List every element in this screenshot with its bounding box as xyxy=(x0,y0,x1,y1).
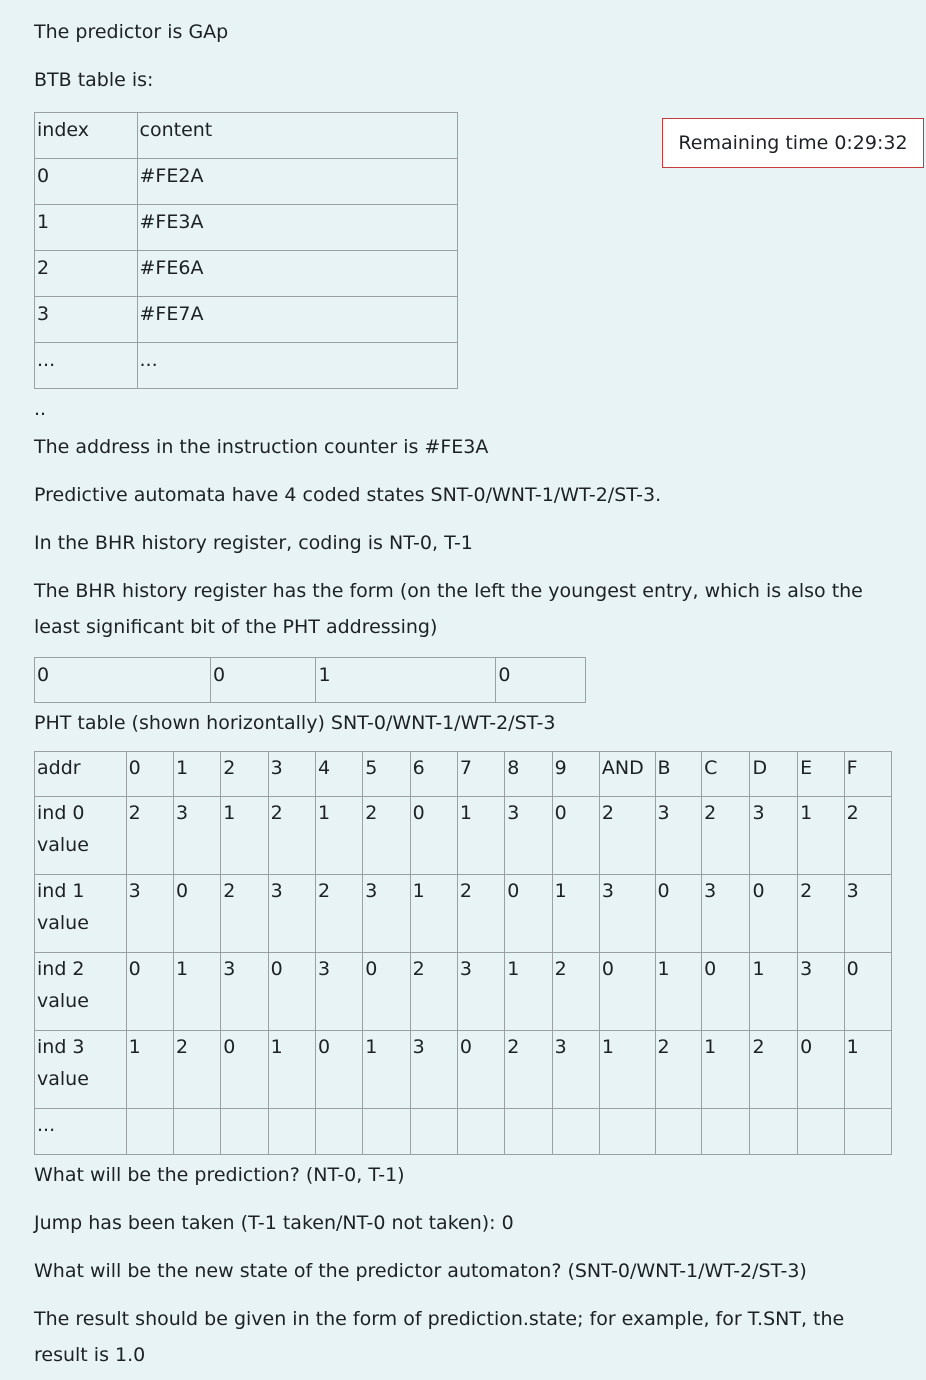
pht-table xyxy=(34,751,892,1155)
pht-cell: 3 xyxy=(363,875,410,953)
pht-empty-cell xyxy=(798,1109,844,1155)
pht-cell: 0 xyxy=(552,797,599,875)
pht-empty-cell xyxy=(702,1109,750,1155)
jump-line: Jump has been taken (T-1 taken/NT-0 not taken): 0 xyxy=(34,1212,514,1234)
pht-cell: 3 xyxy=(798,953,844,1031)
pht-cell: 0 xyxy=(363,953,410,1031)
pht-cell: 2 xyxy=(363,797,410,875)
pht-header-addr: addr xyxy=(35,752,127,797)
btb-cell-index: 1 xyxy=(35,205,138,251)
btb-header-index: index xyxy=(35,113,138,159)
pht-cell: 3 xyxy=(750,797,798,875)
btb-row xyxy=(35,251,458,297)
pht-cell: 1 xyxy=(844,1031,891,1109)
pht-cell: 1 xyxy=(363,1031,410,1109)
pht-cell: 2 xyxy=(126,797,173,875)
btb-header-content: content xyxy=(137,113,457,159)
pht-header-cell: F xyxy=(844,752,891,797)
pht-cell: 0 xyxy=(221,1031,268,1109)
pht-cell: 0 xyxy=(702,953,750,1031)
pht-header-cell: AND xyxy=(599,752,655,797)
pht-cell: 0 xyxy=(173,875,220,953)
pht-row-label: ind 3 value xyxy=(35,1031,127,1109)
pht-cell: 1 xyxy=(798,797,844,875)
pht-cell: 0 xyxy=(798,1031,844,1109)
new-state-question: What will be the new state of the predictor automaton? (SNT-0/WNT-1/WT-2/ST-3) xyxy=(34,1260,807,1282)
btb-cell-content: #FE7A xyxy=(137,297,457,343)
pht-cell: 2 xyxy=(221,875,268,953)
pht-cell: 2 xyxy=(268,797,315,875)
pht-empty-cell xyxy=(457,1109,504,1155)
pht-header-cell: B xyxy=(655,752,702,797)
btb-label: BTB table is: xyxy=(34,69,154,91)
pht-cell: 2 xyxy=(655,1031,702,1109)
pht-cell: 2 xyxy=(599,797,655,875)
pht-empty-cell xyxy=(750,1109,798,1155)
automata-line: Predictive automata have 4 coded states SNT-0/WNT-1/WT-2/ST-3. xyxy=(34,484,662,506)
pht-cell: 0 xyxy=(410,797,457,875)
pht-cell: 1 xyxy=(221,797,268,875)
pht-cell: 1 xyxy=(702,1031,750,1109)
question-text xyxy=(34,14,904,1373)
bhr-cell: 0 xyxy=(211,658,316,703)
pht-cell: 0 xyxy=(315,1031,362,1109)
pht-empty-cell xyxy=(363,1109,410,1155)
pht-cell: 1 xyxy=(552,875,599,953)
pht-cell: 1 xyxy=(268,1031,315,1109)
pht-cell: 2 xyxy=(173,1031,220,1109)
pht-cell: 3 xyxy=(173,797,220,875)
pht-cell: 0 xyxy=(126,953,173,1031)
pht-empty-cell xyxy=(315,1109,362,1155)
pht-header-cell: 5 xyxy=(363,752,410,797)
pht-row xyxy=(35,797,892,875)
remaining-time-badge xyxy=(662,118,924,168)
predictor-line: The predictor is GAp xyxy=(34,21,229,43)
pht-cell: 3 xyxy=(505,797,552,875)
pht-cell: 2 xyxy=(702,797,750,875)
pht-cell: 3 xyxy=(221,953,268,1031)
pht-empty-cell xyxy=(173,1109,220,1155)
result-format-line: The result should be given in the form of prediction.state; for example, for T.SNT, the result is 1.0 xyxy=(34,1308,845,1366)
pht-cell: 0 xyxy=(457,1031,504,1109)
bhr-row xyxy=(35,658,586,703)
pht-row-label: ind 1 value xyxy=(35,875,127,953)
pht-cell: 1 xyxy=(505,953,552,1031)
pht-header-cell: C xyxy=(702,752,750,797)
pht-cell: 0 xyxy=(268,953,315,1031)
bhr-form-line: The BHR history register has the form (on the left the youngest entry, which is also the least significant bit of the PHT addressing) xyxy=(34,580,863,638)
pht-empty-cell xyxy=(655,1109,702,1155)
pht-empty-cell xyxy=(410,1109,457,1155)
pht-empty-cell xyxy=(268,1109,315,1155)
pht-cell: 1 xyxy=(315,797,362,875)
pht-header-cell: 9 xyxy=(552,752,599,797)
pht-header-cell: 7 xyxy=(457,752,504,797)
bhr-table xyxy=(34,657,586,703)
pht-cell: 0 xyxy=(599,953,655,1031)
pht-cell: 2 xyxy=(552,953,599,1031)
pht-cell: 3 xyxy=(844,875,891,953)
pht-cell: 1 xyxy=(599,1031,655,1109)
pht-cell: 2 xyxy=(505,1031,552,1109)
btb-row xyxy=(35,297,458,343)
pht-cell: 3 xyxy=(126,875,173,953)
pht-cell: 3 xyxy=(268,875,315,953)
pht-cell: 1 xyxy=(655,953,702,1031)
btb-cell-content: #FE6A xyxy=(137,251,457,297)
pht-row-label: ... xyxy=(35,1109,127,1155)
pht-cell: 2 xyxy=(798,875,844,953)
pht-row xyxy=(35,1031,892,1109)
btb-row xyxy=(35,343,458,389)
pht-cell: 2 xyxy=(315,875,362,953)
btb-header-row xyxy=(35,113,458,159)
pht-header-cell: 2 xyxy=(221,752,268,797)
pht-cell: 0 xyxy=(505,875,552,953)
pht-header-cell: 6 xyxy=(410,752,457,797)
pht-header-cell: 8 xyxy=(505,752,552,797)
pht-header-cell: 3 xyxy=(268,752,315,797)
pht-row xyxy=(35,875,892,953)
pht-empty-cell xyxy=(552,1109,599,1155)
bhr-cell: 1 xyxy=(316,658,496,703)
pht-cell: 3 xyxy=(315,953,362,1031)
bhr-coding-line: In the BHR history register, coding is NT-0, T-1 xyxy=(34,532,473,554)
pht-cell: 1 xyxy=(173,953,220,1031)
prediction-question: What will be the prediction? (NT-0, T-1) xyxy=(34,1164,405,1186)
pht-empty-cell xyxy=(505,1109,552,1155)
btb-cell-index: 2 xyxy=(35,251,138,297)
pht-row-label: ind 2 value xyxy=(35,953,127,1031)
btb-row xyxy=(35,205,458,251)
pht-cell: 1 xyxy=(750,953,798,1031)
btb-cell-content: #FE3A xyxy=(137,205,457,251)
pht-header-cell: 4 xyxy=(315,752,362,797)
pht-header-cell: D xyxy=(750,752,798,797)
pht-header-cell: E xyxy=(798,752,844,797)
pht-empty-cell xyxy=(221,1109,268,1155)
pht-cell: 3 xyxy=(410,1031,457,1109)
dots: .. xyxy=(34,398,47,420)
btb-table xyxy=(34,112,458,389)
pht-cell: 3 xyxy=(702,875,750,953)
btb-cell-index: 3 xyxy=(35,297,138,343)
pht-cell: 2 xyxy=(844,797,891,875)
pht-empty-cell xyxy=(844,1109,891,1155)
pht-row-ellipsis xyxy=(35,1109,892,1155)
remaining-time-label: Remaining time 0:29:32 xyxy=(678,132,908,154)
pht-row-label: ind 0 value xyxy=(35,797,127,875)
btb-cell-index: ... xyxy=(35,343,138,389)
btb-row xyxy=(35,159,458,205)
pht-cell: 2 xyxy=(750,1031,798,1109)
pht-cell: 1 xyxy=(126,1031,173,1109)
btb-cell-content: ... xyxy=(137,343,457,389)
btb-cell-index: 0 xyxy=(35,159,138,205)
pht-header-cell: 0 xyxy=(126,752,173,797)
pht-label: PHT table (shown horizontally) SNT-0/WNT-1/WT-2/ST-3 xyxy=(34,712,556,734)
pht-cell: 0 xyxy=(750,875,798,953)
pht-header-row xyxy=(35,752,892,797)
pht-header-cell: 1 xyxy=(173,752,220,797)
pht-cell: 2 xyxy=(457,875,504,953)
btb-cell-content: #FE2A xyxy=(137,159,457,205)
pht-cell: 1 xyxy=(410,875,457,953)
bhr-cell: 0 xyxy=(35,658,211,703)
pht-cell: 3 xyxy=(552,1031,599,1109)
pht-cell: 2 xyxy=(410,953,457,1031)
address-line: The address in the instruction counter is #FE3A xyxy=(34,436,489,458)
bhr-cell: 0 xyxy=(496,658,586,703)
pht-row xyxy=(35,953,892,1031)
pht-empty-cell xyxy=(126,1109,173,1155)
pht-cell: 3 xyxy=(457,953,504,1031)
pht-cell: 3 xyxy=(655,797,702,875)
pht-cell: 0 xyxy=(655,875,702,953)
pht-cell: 0 xyxy=(844,953,891,1031)
pht-cell: 1 xyxy=(457,797,504,875)
pht-cell: 3 xyxy=(599,875,655,953)
pht-empty-cell xyxy=(599,1109,655,1155)
